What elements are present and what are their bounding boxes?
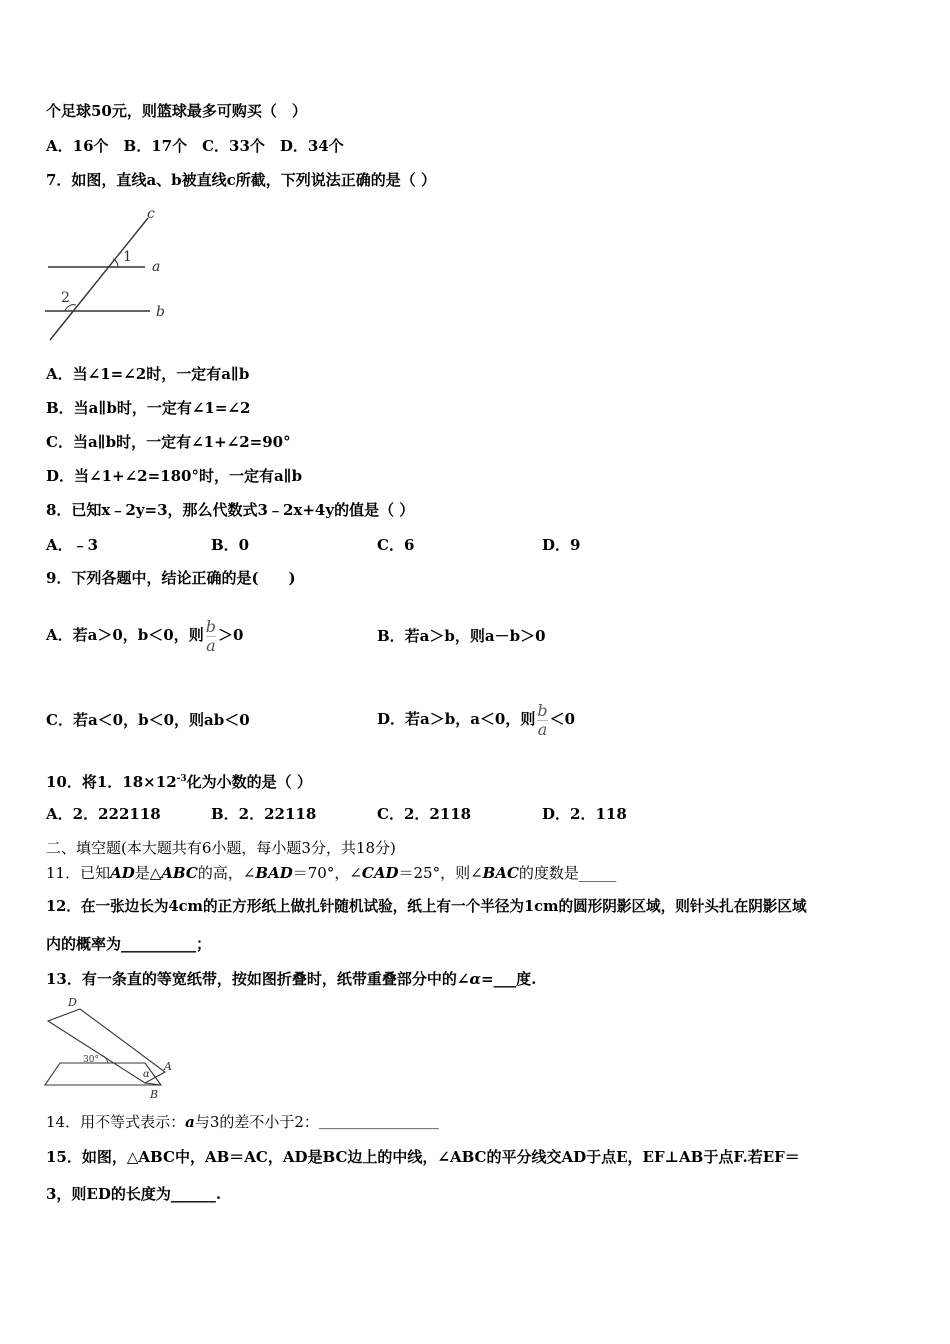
q11-part-2: 是△	[134, 864, 162, 882]
q9-option-d	[377, 690, 575, 748]
q14-stem	[46, 1112, 439, 1132]
q11-cad: CAD	[361, 864, 399, 882]
q7-option-c: C．当a∥b时，一定有∠1+∠2=90°	[46, 433, 291, 451]
q11-part-1: 11．已知	[46, 864, 111, 882]
q9-a-numerator: b	[205, 616, 216, 636]
q10-option-a: A．2．222118	[46, 805, 161, 823]
q9-d-denominator: a	[537, 719, 548, 739]
q11-part-5: ＝25°，则∠	[398, 864, 483, 882]
q10-stem-pre: 10．将1．18×12	[46, 773, 177, 791]
label-a-point: A	[164, 1060, 172, 1073]
q13-post: =___度.	[481, 970, 537, 988]
q9-d-numerator: b	[537, 700, 548, 720]
q7-stem: 7．如图，直线a、b被直线c所截，下列说法正确的是（ ）	[46, 171, 437, 189]
label-angle-2: 2	[61, 290, 70, 306]
label-30-degrees: 30°	[83, 1055, 99, 1065]
q12-line-1: 12．在一张边长为4cm的正方形纸上做扎针随机试验，纸上有一个半径为1cm的圆形阴影区域，则针头扎在阴影区域	[46, 898, 807, 915]
q7-option-d: D．当∠1+∠2=180°时，一定有a∥b	[46, 467, 303, 485]
q9-option-c: C．若a＜0，b＜0，则ab＜0	[46, 711, 250, 729]
q9-a-suffix: ＞0	[217, 626, 244, 644]
q11-abc: ABC	[161, 864, 198, 882]
q9-d-suffix: ＜0	[549, 710, 576, 728]
label-c: c	[147, 206, 155, 222]
q9-a-prefix: A．若a＞0，b＜0，则	[46, 626, 204, 644]
q13-pre: 13．有一条直的等宽纸带，按如图折叠时，纸带重叠部分中的∠	[46, 970, 470, 988]
line-c	[50, 218, 148, 340]
q14-pre: 14．用不等式表示：	[46, 1113, 186, 1131]
q10-option-b: B．2．22118	[211, 805, 317, 823]
q11-part-3: 的高，∠	[197, 864, 256, 882]
q9-stem: 9．下列各题中，结论正确的是( )	[46, 569, 296, 587]
q9-option-b: B．若a＞b，则a－b＞0	[377, 627, 546, 645]
q8-option-d: D．9	[542, 536, 581, 554]
q8-option-c: C．6	[377, 536, 415, 554]
label-b: b	[156, 304, 165, 320]
q10-option-c: C．2．2118	[377, 805, 472, 823]
section-2-heading: 二、填空题(本大题共有6小题，每小题3分，共18分)	[46, 839, 396, 857]
q11-bad: BAD	[255, 864, 293, 882]
q7-option-b: B．当a∥b时，一定有∠1=∠2	[46, 399, 251, 417]
q12-line-2: 内的概率为__________；	[46, 935, 212, 953]
q10-exponent: -3	[176, 774, 187, 784]
q11-stem	[46, 863, 616, 883]
q8-option-a: A．﹣3	[46, 536, 99, 554]
q9-d-prefix: D．若a＞b，a＜0，则	[377, 710, 536, 728]
label-alpha: α	[143, 1069, 150, 1080]
q6-stem-tail: 个足球50元，则篮球最多可购买（ ）	[46, 102, 307, 120]
q15-line-2: 3，则ED的长度为______.	[46, 1185, 222, 1203]
q7-option-a: A．当∠1=∠2时，一定有a∥b	[46, 365, 250, 383]
q15-line-1: 15．如图，△ABC中，AB＝AC，AD是BC边上的中线，∠ABC的平分线交AD于点E，EF⊥AB于点F.若EF＝	[46, 1148, 800, 1166]
q8-option-b: B．0	[211, 536, 250, 554]
q9-a-denominator: a	[206, 635, 216, 655]
q10-option-d: D．2．118	[542, 805, 627, 823]
label-a: a	[152, 259, 161, 275]
q11-part-6: 的度数是_____	[518, 864, 617, 882]
q13-figure	[40, 995, 180, 1101]
q14-post: 与3的差不小于2：＿＿＿＿＿＿＿＿	[194, 1113, 439, 1131]
q13-stem	[46, 969, 536, 989]
label-angle-1: 1	[123, 249, 132, 265]
q11-ad: AD	[110, 864, 135, 882]
q9-d-fraction	[537, 702, 547, 739]
q11-bac: BAC	[482, 864, 519, 882]
q7-figure	[40, 204, 180, 344]
q9-a-fraction	[206, 618, 216, 655]
q8-stem: 8．已知x﹣2y=3，那么代数式3﹣2x+4y的值是（ ）	[46, 501, 415, 519]
q13-alpha: α	[469, 970, 481, 988]
q6-options: A．16个 B．17个 C．33个 D．34个	[46, 137, 344, 155]
label-d: D	[68, 996, 77, 1009]
q9-option-a	[46, 606, 243, 664]
q11-part-4: ＝70°，∠	[292, 864, 362, 882]
q10-stem-post: 化为小数的是（ ）	[186, 773, 312, 791]
q10-stem	[46, 769, 312, 792]
q14-a: a	[185, 1113, 195, 1131]
label-b-point: B	[150, 1088, 159, 1101]
